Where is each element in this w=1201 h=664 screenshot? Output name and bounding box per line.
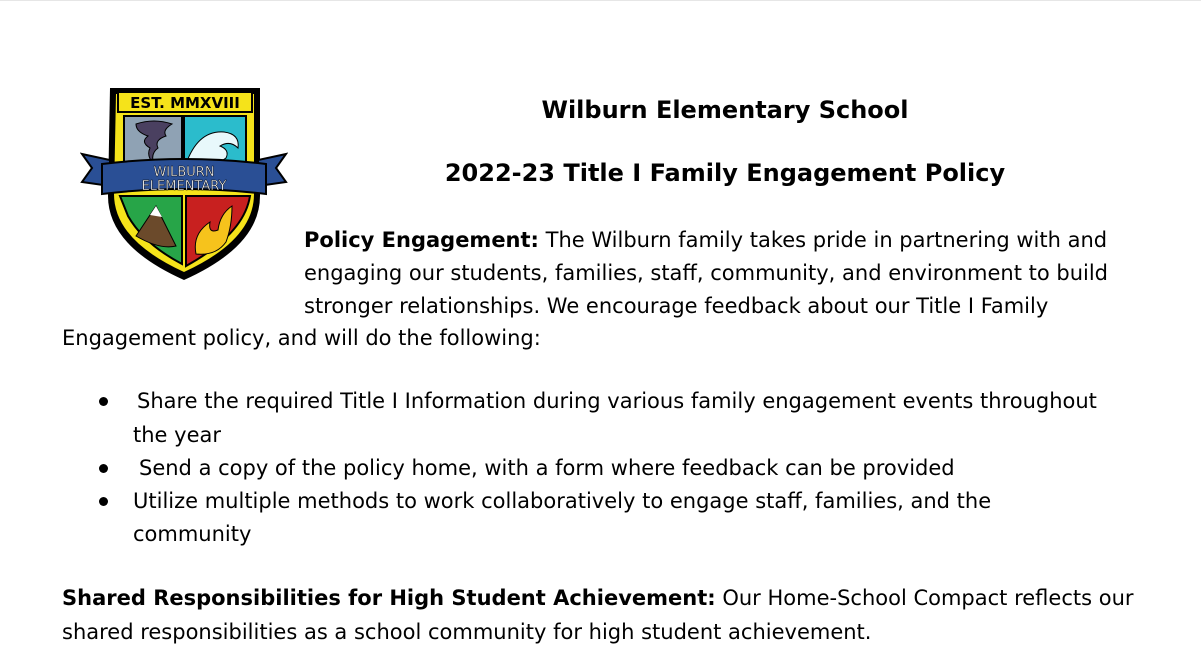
page-top-divider [0, 0, 1201, 1]
bullet-1-line-1: Share the required Title I Information during various family engagement events throughout [137, 389, 1097, 413]
bullet-1-line-2: the year [133, 423, 221, 447]
policy-engagement-line-1 [304, 224, 1107, 257]
bullet-marker [99, 397, 108, 406]
shared-responsibilities-text-1: Our Home-School Compact reflects our [715, 586, 1134, 610]
policy-engagement-label: Policy Engagement: [304, 228, 539, 252]
policy-engagement-line-4: Engagement policy, and will do the following: [62, 326, 541, 350]
policy-engagement-text-1: The Wilburn family takes pride in partnering with and [538, 228, 1108, 252]
bullet-2-line-1: Send a copy of the policy home, with a form where feedback can be provided [139, 456, 955, 480]
bullet-3-line-1: Utilize multiple methods to work collaboratively to engage staff, families, and the [133, 489, 992, 513]
policy-engagement-line-2: engaging our students, families, staff, community, and environment to build [304, 261, 1109, 285]
crest-est-text: EST. MMXVIII [130, 94, 240, 112]
crest-banner-line2: ELEMENTARY [141, 179, 227, 194]
school-name-heading: Wilburn Elementary School [541, 96, 909, 124]
crest-banner-line1: WILBURN [153, 165, 215, 180]
bullet-3-line-2: community [133, 522, 252, 546]
policy-engagement-line-3: stronger relationships. We encourage feedback about our Title I Family [304, 294, 1049, 318]
school-crest-logo [80, 86, 288, 282]
shared-responsibilities-line-2: shared responsibilities as a school community for high student achievement. [62, 620, 872, 644]
shared-responsibilities-label: Shared Responsibilities for High Student Achievement: [62, 586, 716, 610]
bullet-marker [99, 497, 108, 506]
policy-title-heading: 2022-23 Title I Family Engagement Policy [444, 159, 1006, 187]
shared-responsibilities-line-1 [62, 582, 1134, 615]
bullet-marker [99, 464, 108, 473]
